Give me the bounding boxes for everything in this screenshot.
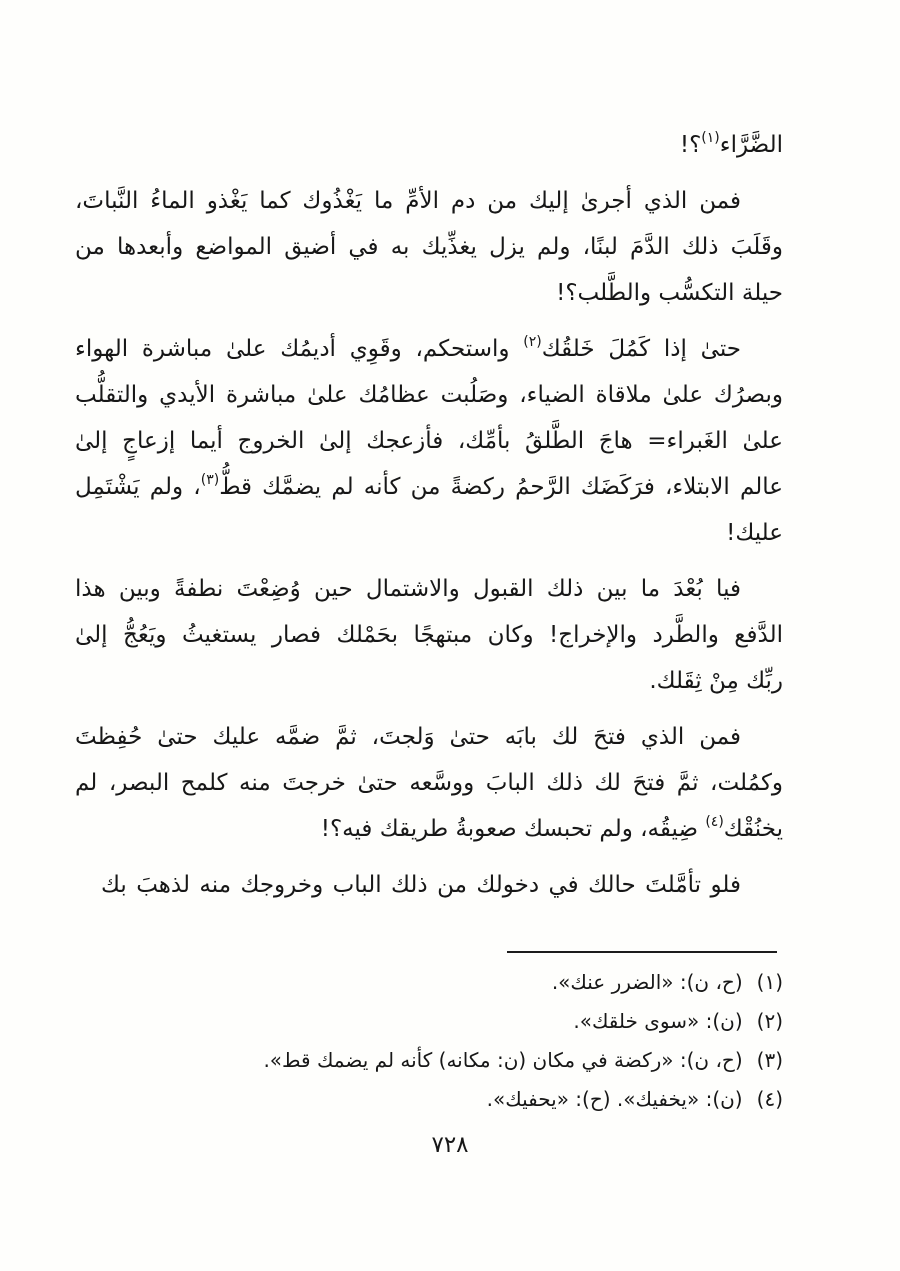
footnote-number: (٣) — [756, 1048, 783, 1072]
body-line: وبصرُك علىٰ ملاقاة الضياء، وصَلُبت عظامُك علىٰ مباشرة الأيدي والتقلُّب — [75, 382, 783, 408]
body-paragraph-1 — [75, 178, 783, 316]
footnotes-section — [75, 951, 783, 1119]
body-paragraph-3 — [75, 566, 783, 704]
body-line: عالم الابتلاء، فرَكَضَك الرَّحمُ ركضةً من كأنه لم يضمَّك قطُّ$^{(٣)}$، ولم يَشْتَمِل — [75, 472, 783, 500]
body-line: وقَلَبَ ذلك الدَّمَ لبنًا، ولم يزل يغذِّيك به في أضيق المواضع وأبعدها من — [75, 234, 783, 260]
body-line: حيلة التكسُّب والطَّلب؟! — [556, 280, 783, 306]
footnote-text: (ن): «سوى خلقك». — [573, 1009, 743, 1033]
footnote-item — [75, 1041, 783, 1080]
body-line: وكمُلت، ثمَّ فتحَ لك ذلك البابَ ووسَّعه حتىٰ خرجتَ منه كلمح البصر، لم — [75, 770, 783, 796]
footnote-item — [75, 963, 783, 1002]
footnote-number: (١) — [756, 970, 783, 994]
body-paragraph-2 — [75, 326, 783, 556]
footnote-item — [75, 1002, 783, 1041]
footnote-item — [75, 1080, 783, 1119]
body-line: علىٰ الغَبراء= هاجَ الطَّلقُ بأمِّك، فأزعجك إلىٰ الخروج أيما إزعاجٍ إلىٰ — [75, 428, 783, 454]
continuation-line: الضَّرَّاء$^{(١)}$؟! — [679, 130, 783, 158]
footnote-number: (٢) — [756, 1009, 783, 1033]
body-line: يخنُقْك$^{(٤)}$ ضِيقُه، ولم تحبسك صعوبةُ طريقك فيه؟! — [320, 814, 783, 842]
footnote-text: (ح، ن): «الضرر عنك». — [551, 970, 743, 994]
body-line: فمن الذي أجرىٰ إليك من دم الأمِّ ما يَغْذُوك كما يَغْذو الماءُ النَّباتَ، — [75, 188, 741, 214]
footnote-number: (٤) — [756, 1087, 783, 1111]
body-line: فيا بُعْدَ ما بين ذلك القبول والاشتمال حين وُضِعْتَ نطفةً وبين هذا — [75, 576, 741, 602]
body-paragraph-4 — [75, 714, 783, 852]
page-number: ٧٢٨ — [431, 1132, 469, 1158]
body-line: عليك! — [726, 520, 783, 546]
body-paragraph-5 — [75, 862, 783, 908]
footnote-text: (ح، ن): «ركضة في مكان (ن: مكانه) كأنه لم يضمك قط». — [263, 1048, 743, 1072]
body-text-block — [75, 122, 783, 908]
footnote-separator — [507, 951, 777, 953]
body-line: فلو تأمَّلتَ حالك في دخولك من ذلك الباب وخروجك منه لذهبَ بك — [101, 872, 741, 898]
body-line: الدَّفع والطَّرد والإخراج! وكان مبتهجًا بحَمْلك فصار يستغيثُ ويَعُجُّ إلىٰ — [75, 622, 783, 648]
body-line: فمن الذي فتحَ لك بابَه حتىٰ وَلجتَ، ثمَّ ضمَّه عليك حتىٰ حُفِظتَ — [75, 724, 741, 750]
body-line: ربِّك مِنْ ثِقَلك. — [649, 668, 783, 694]
footnote-text: (ن): «يخفيك». (ح): «يحفيك». — [486, 1087, 743, 1111]
body-line: حتىٰ إذا كَمُلَ خَلقُك$^{(٢)}$ واستحكم، وقَوِي أديمُك علىٰ مباشرة الهواء — [75, 334, 741, 362]
